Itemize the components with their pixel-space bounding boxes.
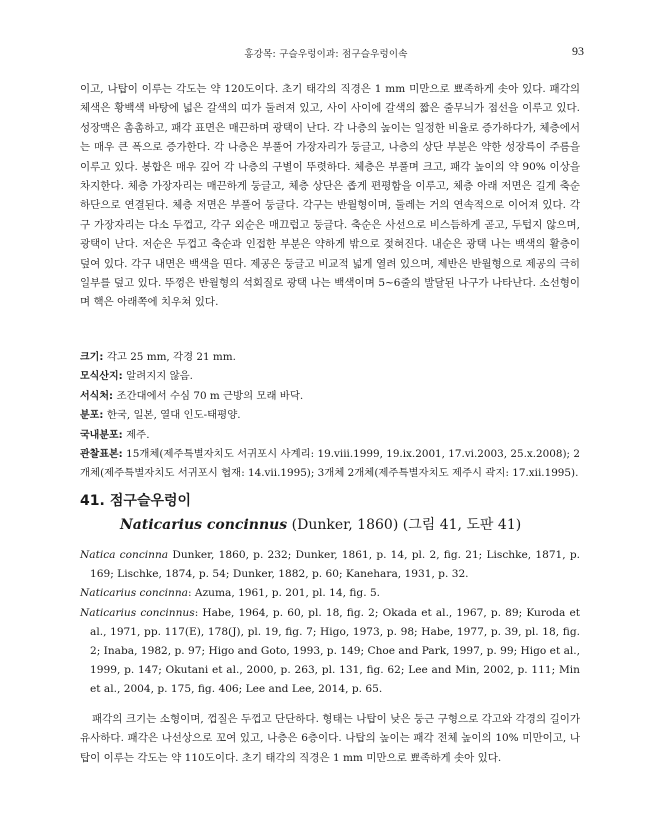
synonym-entry xyxy=(80,584,580,603)
synonym-refs: Dunker, 1860, p. 232; Dunker, 1861, p. 14, pl. 2, fig. 21; Lischke, 1871, p. 169; Lischke, 1874, p. 54; Dunker, 1882, p. 60; Kanehara, 1931, p. 32. xyxy=(90,549,581,581)
species-scientific-name: Naticarius concinnus xyxy=(120,517,288,533)
fact-value: 알려지지 않음. xyxy=(126,370,193,383)
fact-label: 분포 xyxy=(80,410,100,422)
fact-value: 제주. xyxy=(126,428,150,441)
fact-value: 15개체(제주특별자치도 서귀포시 사계리: 19.viii.1999, 19.ix.2001, 17.vi.2003, 25.x.2008); 2개체(제주특별자치도 서귀포시 협재: 14.vii.1995); 3개체 2개체(제주특별자치도 제주시 곽지: 17.xii.1995). xyxy=(80,448,580,480)
synonym-refs: : Habe, 1964, p. 60, pl. 18, fig. 2; Okada et al., 1967, p. 89; Kuroda et al., 1971, pp. 117(E), 178(J), pl. 19, fig. 7; Higo, 1973, p. 98; Habe, 1977, p. 39, pl. 18, fig. 2; Inaba, 1982, p. 97; Higo and Goto, 1993, p. 149; Choe and Park, 1997, p. 99; Higo et al., 1999, p. 147; Okutani et al., 2000, p. 263, pl. 131, fig. 62; Lee and Min, 2002, p. 111; Min et al., 2004, p. 175, fig. 406; Lee and Lee, 2014, p. 65. xyxy=(90,606,581,696)
page-number: 93 xyxy=(572,44,584,58)
fact-label: 국내분포 xyxy=(80,429,119,441)
species-number: 41. xyxy=(80,493,105,509)
description-paragraph: 패각의 크기는 소형이며, 껍질은 두껍고 단단하다. 형태는 나탑이 낮은 둥근 구형으로 각고와 각경의 길이가 유사하다. 패각은 나선상으로 꼬여 있고, 나층은 6층이다. 나탑의 높이는 패각 전체 높이의 10% 미만이고, 나탑이 이루는 각도는 약 110도이다. 초기 태각의 직경은 1 mm 미만으로 뾰족하게 솟아 있다. xyxy=(80,713,580,764)
fact-size: 크기: 각고 25 mm, 각경 21 mm. xyxy=(80,351,236,363)
species-facts xyxy=(80,348,580,484)
fact-value: 각고 25 mm, 각경 21 mm. xyxy=(106,351,236,363)
running-header: 홍강목: 구슬우렁이과: 점구슬우렁이속 xyxy=(244,49,408,60)
fact-label: 서식처 xyxy=(80,390,109,402)
fact-domestic-distribution: 국내분포: 제주. xyxy=(80,428,150,441)
synonymy-list xyxy=(80,546,580,700)
species-heading xyxy=(80,490,600,534)
fact-label: 크기 xyxy=(80,352,100,363)
fact-type-locality: 모식산지: 알려지지 않음. xyxy=(80,370,193,383)
synonym-name: Natica concinna xyxy=(80,549,169,561)
figure-reference: (그림 41, 도판 41) xyxy=(402,517,522,533)
synonym-refs: : Azuma, 1961, p. 201, pl. 14, fig. 5. xyxy=(187,587,381,600)
fact-label: 관찰표본 xyxy=(80,449,119,461)
species-korean-name: 점구슬우렁이 xyxy=(109,493,192,509)
fact-habitat: 서식처: 조간대에서 수심 70 m 근방의 모래 바닥. xyxy=(80,389,304,402)
species-authority: (Dunker, 1860) xyxy=(291,517,399,533)
fact-value: 조간대에서 수심 70 m 근방의 모래 바닥. xyxy=(116,389,304,402)
fact-specimens: 관찰표본: 15개체(제주특별자치도 서귀포시 사계리: 19.viii.1999, 19.ix.2001, 17.vi.2003, 25.x.2008); 2개체(제주특별자치도 서귀포시 협재: 14.vii.1995); 3개체 2개체(제주특별자치도 제주시 곽지: 17.xii.1995). xyxy=(80,448,580,480)
description-paragraph-continued: 이고, 나탑이 이루는 각도는 약 120도이다. 초기 태각의 직경은 1 mm 미만으로 뾰족하게 솟아 있다. 패각의 체색은 황백색 바탕에 넓은 갈색의 띠가 둘려져 있고, 사이 사이에 갈색의 짧은 줄무늬가 점선을 이루고 있다. 성장맥은 촘촘하고, 패각 표면은 매끈하며 광택이 난다. 각 나층의 높이는 일정한 비율로 증가하다가, 체층에서는 매우 큰 폭으로 증가한다. 각 나층은 부풀어 가장자리가 둥글고, 나층의 상단 부분은 약한 성장륵이 주름을 이루고 있다. 봉합은 매우 깊어 각 나층의 구별이 뚜렷하다. 체층은 부풀며 크고, 패각 높이의 약 90% 이상을 차지한다. 체층 가장자리는 매끈하게 둥글고, 체층 상단은 좁게 편평함을 이루고, 체층 아래 저면은 길게 축순 하단으로 연결된다. 체층 저면은 부풀어 둥글다. 각구는 반월형이며, 둘레는 거의 연속적으로 이어져 있다. 각구 가장자리는 다소 두껍고, 각구 외순은 매끄럽고 둥글다. 축순은 사선으로 비스듬하게 곧고, 두텁지 않으며, 광택이 난다. 저순은 두껍고 축순과 인접한 부분은 약하게 밖으로 젖혀진다. 내순은 광택 나는 백색의 활층이 덮여 있다. 각구 내면은 백색을 띤다. 제공은 둥글고 비교적 넓게 열려 있으며, 제반은 반월형으로 제공의 극히 일부를 덮고 있다. 뚜껑은 반월형의 석회질로 광택 나는 백색이며 5~6줄의 발달된 나구가 나타난다. 소선형이며 핵은 아래쪽에 치우쳐 있다. xyxy=(80,83,580,309)
fact-label: 모식산지 xyxy=(80,371,119,383)
fact-distribution: 분포: 한국, 일본, 열대 인도-태평양. xyxy=(80,409,241,422)
synonym-entry xyxy=(80,546,580,584)
synonym-entry xyxy=(80,604,580,700)
synonym-name: Naticarius concinnus xyxy=(80,606,195,619)
species-scientific-line xyxy=(120,514,600,534)
synonym-name: Naticarius concinna xyxy=(80,587,188,600)
fact-value: 한국, 일본, 열대 인도-태평양. xyxy=(106,409,241,422)
